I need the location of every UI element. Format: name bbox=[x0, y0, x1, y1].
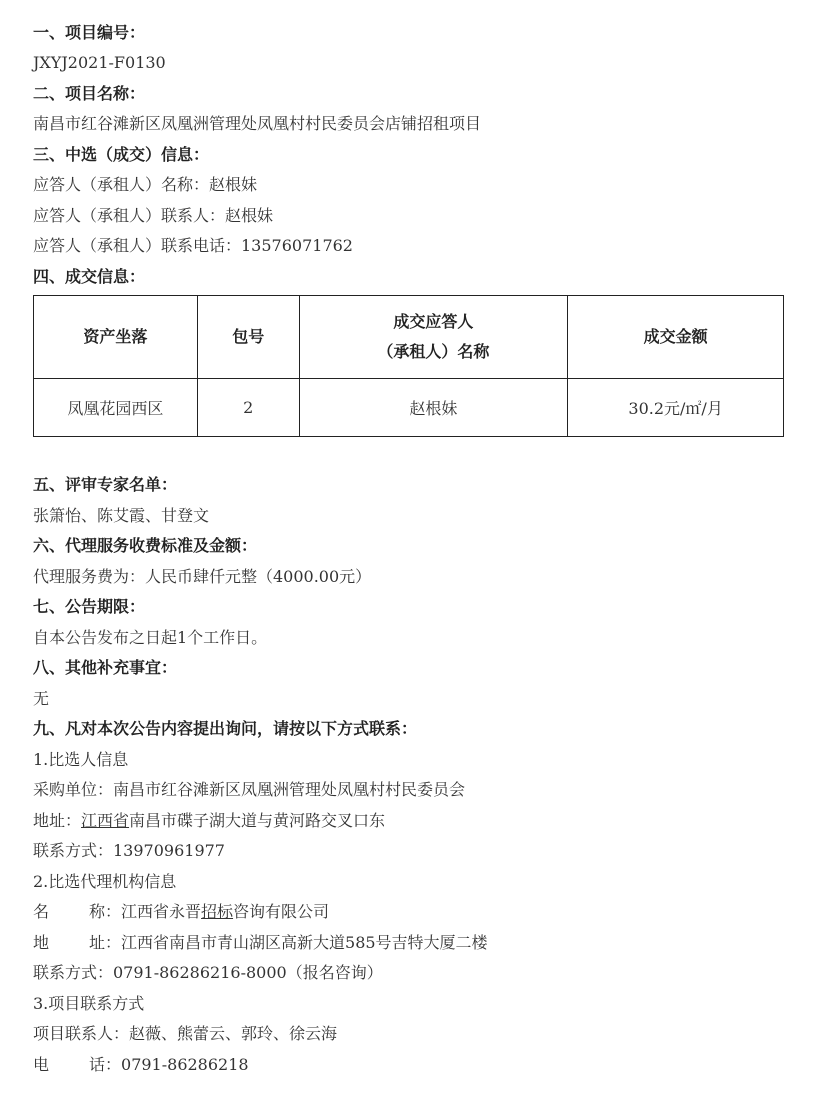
purchaser-address-label: 地址： bbox=[33, 811, 82, 830]
purchaser-address-link[interactable]: 江西省 bbox=[81, 811, 130, 830]
agency-address bbox=[33, 931, 488, 955]
other-matters: 无 bbox=[33, 689, 50, 708]
agency-address-label-1: 地 bbox=[33, 933, 50, 952]
deal-table bbox=[33, 295, 784, 437]
purchaser-info-title: 1.比选人信息 bbox=[33, 750, 129, 769]
section-6-heading: 六、代理服务收费标准及金额： bbox=[33, 536, 258, 555]
header-lessee bbox=[299, 296, 568, 379]
purchaser-address-rest: 南昌市碟子湖大道与黄河路交叉口东 bbox=[129, 811, 386, 830]
section-4-heading: 四、成交信息： bbox=[33, 267, 146, 286]
purchaser-contact: 联系方式：13970961977 bbox=[33, 841, 225, 860]
section-3-heading: 三、中选（成交）信息： bbox=[33, 145, 210, 164]
table-header-row bbox=[34, 296, 784, 379]
header-lessee-line1: 成交应答人 bbox=[393, 312, 474, 331]
header-lessee-line2: （承租人）名称 bbox=[377, 342, 490, 361]
cell-location: 凤凰花园西区 bbox=[34, 379, 198, 437]
section-1-heading: 一、项目编号： bbox=[33, 23, 146, 42]
cell-lessee: 赵根妹 bbox=[299, 379, 568, 437]
agency-fee: 代理服务费为：人民币肆仟元整（4000.00元） bbox=[33, 567, 372, 586]
lessee-contact: 应答人（承租人）联系人：赵根妹 bbox=[33, 206, 274, 225]
purchaser-address bbox=[33, 809, 385, 833]
agency-address-value: 江西省南昌市青山湖区高新大道585号吉特大厦二楼 bbox=[121, 933, 488, 952]
agency-name-link[interactable]: 招标 bbox=[201, 902, 234, 921]
agency-name-label-1: 名 bbox=[33, 902, 50, 921]
agency-address-label-2: 址： bbox=[89, 933, 122, 952]
section-9-heading: 九、凡对本次公告内容提出询问，请按以下方式联系： bbox=[33, 719, 418, 738]
agency-name-label-2: 称： bbox=[89, 902, 122, 921]
table-row bbox=[34, 379, 784, 437]
agency-name-value-1: 江西省永晋 bbox=[121, 902, 202, 921]
header-amount: 成交金额 bbox=[568, 296, 784, 379]
section-7-heading: 七、公告期限： bbox=[33, 597, 146, 616]
agency-name-value-2: 咨询有限公司 bbox=[233, 902, 330, 921]
header-location: 资产坐落 bbox=[34, 296, 198, 379]
agency-name bbox=[33, 900, 329, 924]
header-package: 包号 bbox=[197, 296, 299, 379]
project-number: JXYJ2021-F0130 bbox=[33, 53, 166, 72]
project-tel-value: 0791-86286218 bbox=[121, 1055, 249, 1074]
project-name: 南昌市红谷滩新区凤凰洲管理处凤凰村村民委员会店铺招租项目 bbox=[33, 114, 482, 133]
purchaser-unit: 采购单位：南昌市红谷滩新区凤凰洲管理处凤凰村村民委员会 bbox=[33, 780, 466, 799]
lessee-name: 应答人（承租人）名称：赵根妹 bbox=[33, 175, 258, 194]
project-tel-label-1: 电 bbox=[33, 1055, 50, 1074]
project-contact-title: 3.项目联系方式 bbox=[33, 994, 145, 1013]
project-contact-tel bbox=[33, 1053, 249, 1077]
cell-amount: 30.2元/㎡/月 bbox=[568, 379, 784, 437]
agency-info-title: 2.比选代理机构信息 bbox=[33, 872, 177, 891]
section-5-heading: 五、评审专家名单： bbox=[33, 475, 178, 494]
lessee-phone: 应答人（承租人）联系电话：13576071762 bbox=[33, 236, 353, 255]
project-contact-people: 项目联系人：赵薇、熊蕾云、郭玲、徐云海 bbox=[33, 1024, 338, 1043]
project-tel-label-2: 话： bbox=[89, 1055, 122, 1074]
section-2-heading: 二、项目名称： bbox=[33, 84, 146, 103]
notice-period: 自本公告发布之日起1个工作日。 bbox=[33, 628, 268, 647]
section-8-heading: 八、其他补充事宜： bbox=[33, 658, 178, 677]
agency-contact: 联系方式：0791-86286216-8000（报名咨询） bbox=[33, 963, 383, 982]
cell-package: 2 bbox=[197, 379, 299, 437]
expert-list: 张箫怡、陈艾霞、甘登文 bbox=[33, 506, 210, 525]
